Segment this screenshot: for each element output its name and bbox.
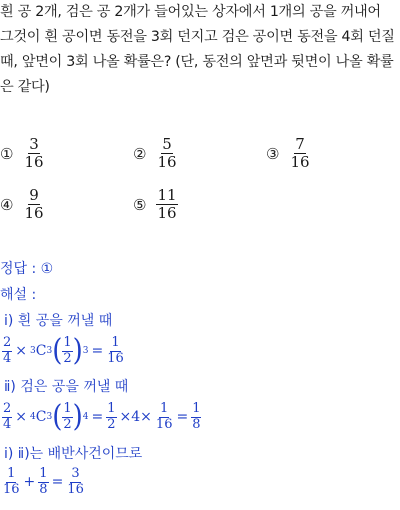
equals-symbol: = (176, 409, 189, 426)
equals-symbol: = (91, 409, 104, 426)
numerator: 1 (7, 466, 16, 481)
fraction (155, 402, 174, 433)
numerator: 11 (157, 186, 177, 204)
right-paren: ) (72, 334, 83, 369)
fraction (2, 336, 12, 367)
choice-fraction (289, 136, 310, 172)
choice-fraction (156, 136, 177, 172)
final-equation (2, 467, 85, 498)
numerator: 1 (192, 401, 201, 416)
choice-mark: ③ (266, 144, 280, 163)
choice-1[interactable] (0, 136, 45, 172)
choice-fraction (23, 136, 44, 172)
fraction (38, 467, 48, 498)
denominator: 4 (3, 416, 12, 432)
right-paren: ) (72, 400, 83, 435)
denominator: 4 (3, 350, 12, 366)
fraction (62, 336, 72, 367)
choice-3[interactable] (266, 136, 311, 172)
power: 4 (82, 412, 89, 423)
choice-4[interactable] (0, 187, 45, 223)
choice-mark: ⑤ (133, 195, 147, 214)
numerator: 9 (29, 186, 39, 204)
comb-symbol: C (35, 343, 47, 360)
fraction (106, 402, 116, 433)
equals-symbol: = (51, 474, 64, 491)
left-paren: ( (52, 334, 63, 369)
comb-symbol: C (35, 409, 47, 426)
case2-label: ⅱ) 검은 공을 꺼낼 때 (4, 379, 129, 395)
question-line: 그것이 흰 공이면 동전을 3회 던지고 검은 공이면 동전을 4회 던질 (0, 29, 395, 45)
fraction (62, 402, 72, 433)
denominator: 16 (3, 481, 20, 497)
equals-symbol: = (91, 343, 104, 360)
conclusion-label: ⅰ) ⅱ)는 배반사건이므로 (4, 446, 143, 462)
choice-5[interactable] (133, 187, 178, 223)
question-line: 때, 앞면이 3회 나올 확률은? (단, 동전의 앞면과 뒷면이 나올 확률 (0, 54, 394, 70)
choice-fraction (156, 187, 177, 223)
denominator: 16 (24, 153, 44, 172)
plus-symbol: + (23, 474, 36, 491)
numerator: 1 (39, 466, 48, 481)
numerator: 3 (71, 466, 80, 481)
denominator: 16 (157, 153, 177, 172)
numerator: 1 (63, 401, 72, 416)
denominator: 16 (107, 350, 124, 366)
denominator: 2 (107, 416, 116, 432)
question-text (0, 0, 396, 100)
denominator: 16 (24, 204, 44, 223)
solution-heading: 해설 : (0, 287, 37, 303)
denominator: 16 (290, 153, 310, 172)
comb-n: 4 (30, 412, 36, 423)
denominator: 16 (157, 204, 177, 223)
denominator: 16 (155, 416, 173, 432)
numerator: 1 (107, 401, 116, 416)
comb-r: 3 (46, 346, 53, 357)
choice-fraction (23, 187, 44, 223)
denominator: 2 (63, 416, 72, 432)
power: 3 (82, 346, 89, 357)
choice-mark: ② (133, 144, 147, 163)
numerator: 1 (160, 401, 169, 416)
denominator: 2 (63, 350, 72, 366)
result-fraction (191, 402, 201, 433)
fraction (2, 467, 21, 498)
numerator: 1 (63, 335, 72, 350)
comb-n: 3 (30, 346, 36, 357)
question-line: 흰 공 2개, 검은 공 2개가 들어있는 상자에서 1개의 공을 꺼내어 (0, 4, 381, 20)
numerator: 2 (3, 335, 12, 350)
choice-mark: ④ (0, 195, 14, 214)
answer-label: 정답 : ① (0, 261, 54, 277)
result-fraction (106, 336, 125, 367)
choice-mark: ① (0, 144, 14, 163)
numerator: 2 (3, 401, 12, 416)
numerator: 7 (295, 135, 305, 153)
times-symbol: × (15, 343, 28, 360)
numerator: 3 (29, 135, 39, 153)
denominator: 8 (192, 416, 201, 432)
times-symbol: × (15, 409, 28, 426)
case1-label: ⅰ) 흰 공을 꺼낼 때 (4, 313, 113, 329)
case1-equation (2, 336, 125, 367)
times-four: ×4× (119, 409, 152, 426)
numerator: 5 (162, 135, 172, 153)
choice-2[interactable] (133, 136, 178, 172)
left-paren: ( (52, 400, 63, 435)
denominator: 8 (39, 481, 48, 497)
denominator: 16 (67, 481, 84, 497)
numerator: 1 (111, 335, 120, 350)
fraction (2, 402, 12, 433)
result-fraction (66, 467, 85, 498)
question-line: 은 같다) (0, 79, 50, 95)
case2-equation (2, 402, 201, 433)
comb-r: 3 (46, 412, 53, 423)
